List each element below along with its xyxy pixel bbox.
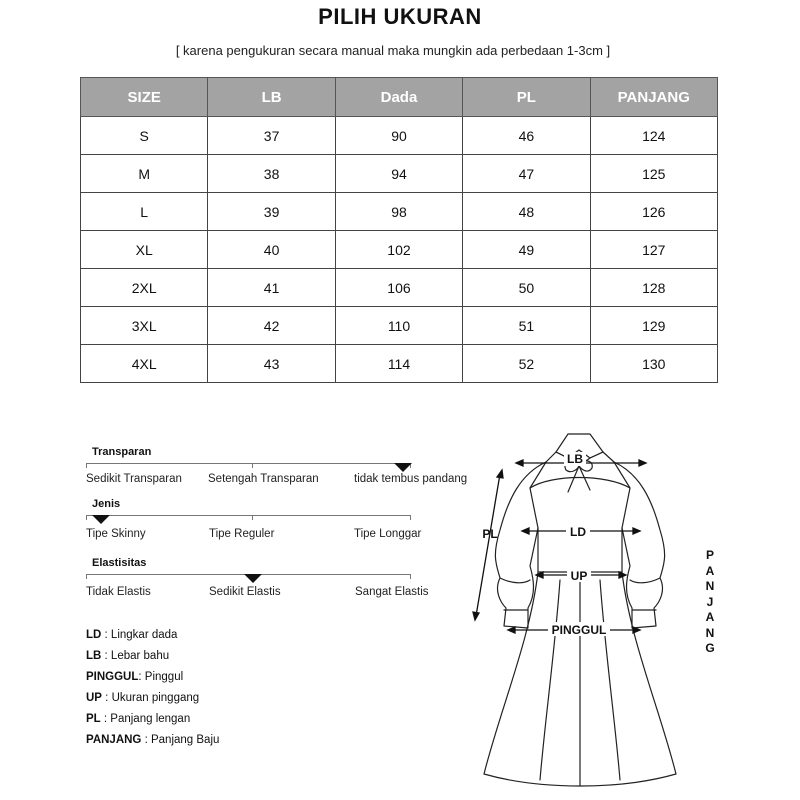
cell-pl: 48 [463,193,590,231]
transparan-option-0: Sedikit Transparan [86,473,182,485]
panjang-vertical-label [700,548,720,657]
legend-item [86,692,219,713]
cell-pl: 52 [463,345,590,383]
legend-abbr: PANJANG [86,734,142,746]
scale-tick [410,574,411,579]
table-row [81,307,718,345]
scale-tick [86,515,87,520]
measurement-arrows [473,442,680,762]
transparan-option-2: tidak tembus pandang [354,473,468,485]
measurement-legend [86,629,219,755]
cell-dada: 90 [335,117,462,155]
yoke-seam [530,478,630,489]
legend-item [86,629,219,650]
cell-size: L [81,193,208,231]
elastisitas-scale [86,557,476,603]
jenis-selected-marker [92,515,110,524]
pinggul-label: PINGGUL [551,623,607,637]
legend-abbr: LD [86,629,102,641]
ld-label: LD [570,525,586,539]
panjang-letter: A [705,563,715,578]
legend-item [86,650,219,671]
jenis-option-1: Tipe Reguler [209,528,275,540]
dress-measurement-diagram [450,420,680,795]
right-sleeve-cuff [630,578,660,610]
transparan-scale-line [86,463,410,464]
header-pl: PL [463,78,590,117]
cell-pl: 50 [463,269,590,307]
legend-item [86,734,219,755]
cell-size: 4XL [81,345,208,383]
legend-abbr: LB [86,650,102,662]
left-sleeve-cuff [500,578,530,610]
legend-text: : Pinggul [138,671,184,683]
jenis-scale-line [86,515,410,516]
legend-abbr: PL [86,713,101,725]
elastisitas-option-1: Sedikit Elastis [209,586,281,598]
scale-tick [410,515,411,520]
cell-panjang: 126 [590,193,717,231]
scale-tick [86,463,87,468]
panjang-letter: N [705,579,715,593]
cell-panjang: 124 [590,117,717,155]
table-row [81,193,718,231]
up-label: UP [570,569,588,583]
cell-pl: 46 [463,117,590,155]
cell-panjang: 127 [590,231,717,269]
legend-item [86,671,219,692]
panjang-letter: N [705,625,715,640]
legend-abbr: PINGGUL [86,671,139,683]
panjang-letter: P [705,548,714,562]
page-subtitle: [ karena pengukuran secara manual maka mungkin ada perbedaan 1-3cm ] [175,43,611,58]
scale-tick [252,515,253,520]
header-dada: Dada [335,78,462,117]
cell-size: 2XL [81,269,208,307]
cell-lb: 39 [208,193,335,231]
table-row [81,345,718,383]
table-row [81,155,718,193]
measurement-labels [482,452,610,637]
lb-label: LB [567,452,583,466]
scale-tick [86,574,87,579]
elastisitas-title: Elastisitas [92,557,147,569]
pl-label: PL [482,527,498,541]
legend-text: : Lebar bahu [101,650,170,662]
header-panjang: PANJANG [590,78,717,117]
legend-text: : Lingkar dada [101,629,178,641]
cell-dada: 106 [335,269,462,307]
cell-panjang: 130 [590,345,717,383]
transparan-title: Transparan [92,446,152,458]
header-size: SIZE [81,78,208,117]
skirt-folds [540,576,620,786]
transparan-scale [86,446,476,492]
cell-lb: 38 [208,155,335,193]
table-row [81,117,718,155]
header-lb: LB [208,78,335,117]
cell-size: XL [81,231,208,269]
cell-dada: 98 [335,193,462,231]
cell-panjang: 125 [590,155,717,193]
cell-dada: 110 [335,307,462,345]
cell-dada: 114 [335,345,462,383]
jenis-title: Jenis [92,498,121,510]
cell-pl: 49 [463,231,590,269]
cell-pl: 47 [463,155,590,193]
cell-panjang: 128 [590,269,717,307]
legend-item [86,713,219,734]
cell-lb: 43 [208,345,335,383]
elastisitas-option-2: Sangat Elastis [355,586,429,598]
panjang-letter: G [705,641,715,655]
cell-panjang: 129 [590,307,717,345]
scale-tick [252,463,253,468]
size-table-header-row [81,78,718,117]
panjang-letter: A [705,610,715,624]
legend-text: : Panjang Baju [141,734,220,746]
table-row [81,269,718,307]
bodice-outline [530,452,630,572]
cell-dada: 94 [335,155,462,193]
cell-dada: 102 [335,231,462,269]
cell-lb: 41 [208,269,335,307]
size-table [80,77,718,383]
table-row [81,231,718,269]
cell-lb: 40 [208,231,335,269]
elastisitas-selected-marker [244,574,262,583]
cell-pl: 51 [463,307,590,345]
transparan-selected-marker [394,463,412,472]
cell-size: S [81,117,208,155]
jenis-scale [86,498,476,544]
page-title: PILIH UKURAN [318,4,482,29]
cell-lb: 37 [208,117,335,155]
elastisitas-option-0: Tidak Elastis [86,586,151,598]
legend-text: : Ukuran pinggang [101,692,200,704]
legend-text: : Panjang lengan [100,713,191,725]
cell-size: 3XL [81,307,208,345]
transparan-option-1: Setengah Transparan [208,473,319,485]
cell-size: M [81,155,208,193]
dress-illustration [484,434,676,786]
jenis-option-0: Tipe Skinny [86,528,146,540]
cell-lb: 42 [208,307,335,345]
legend-abbr: UP [86,692,102,704]
jenis-option-2: Tipe Longgar [354,528,422,540]
panjang-letter: J [706,594,714,609]
